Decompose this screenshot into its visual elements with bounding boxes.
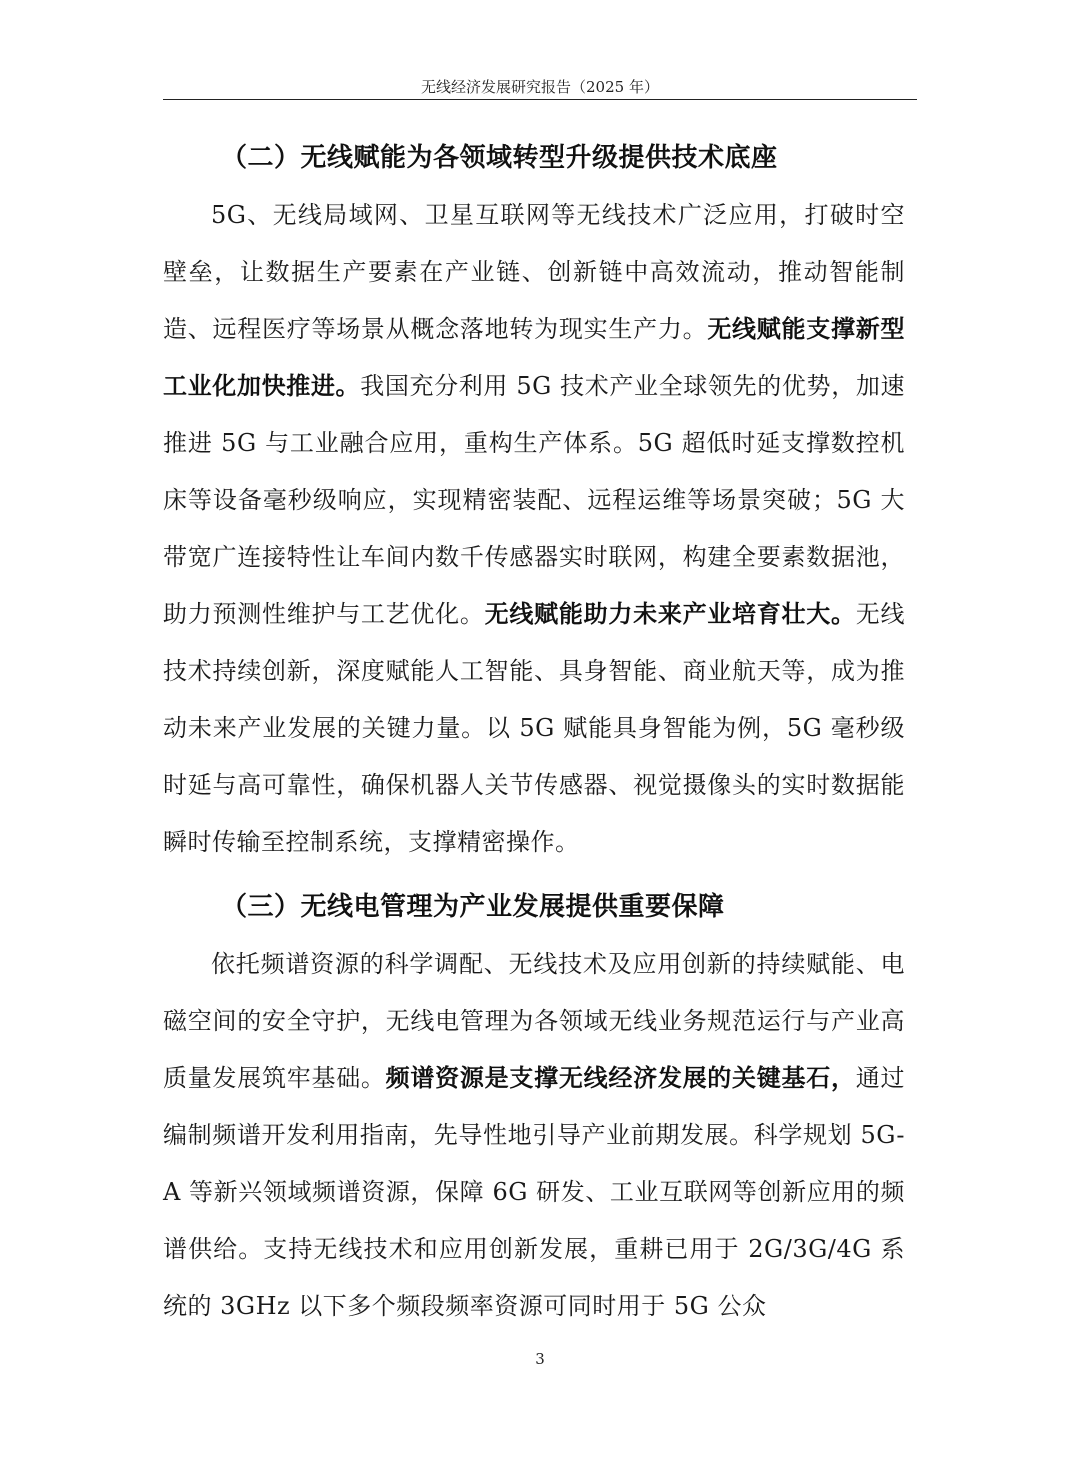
document-body bbox=[163, 130, 905, 1335]
body-paragraph-section-2 bbox=[163, 187, 905, 871]
body-paragraph-section-3 bbox=[163, 936, 905, 1335]
emphasized-text: 无线赋能助力未来产业培育壮大。 bbox=[484, 600, 856, 628]
header-divider bbox=[163, 99, 917, 100]
paragraph-text: 无线技术持续创新，深度赋能人工智能、具身智能、商业航天等，成为推动未来产业发展的关键力量。以 5G 赋能具身智能为例，5G 毫秒级时延与高可靠性，确保机器人关节传感器、视觉摄像头的实时数据能瞬时传输至控制系统，支撑精密操作。 bbox=[163, 600, 906, 856]
section-heading-2: （二）无线赋能为各领域转型升级提供技术底座 bbox=[221, 143, 778, 173]
emphasized-text: 无线赋能支撑新型工业化加快推进。 bbox=[163, 315, 906, 400]
paragraph-text: 通过编制频谱开发利用指南，先导性地引导产业前期发展。科学规划 5G-A 等新兴领域频谱资源，保障 6G 研发、工业互联网等创新应用的频谱供给。支持无线技术和应用创新发展，重耕已用于 2G/3G/4G 系统的 3GHz 以下多个频段频率资源可同时用于 5G 公众 bbox=[163, 1064, 906, 1320]
running-header: 无线经济发展研究报告（2025 年） bbox=[421, 78, 659, 96]
emphasized-text: 频谱资源是支撑无线经济发展的关键基石， bbox=[385, 1064, 856, 1092]
paragraph-text: 依托频谱资源的科学调配、无线技术及应用创新的持续赋能、电磁空间的安全守护，无线电管理为各领域无线业务规范运行与产业高质量发展筑牢基础。 bbox=[163, 950, 905, 1092]
page-number: 3 bbox=[535, 1350, 545, 1368]
section-heading-3: （三）无线电管理为产业发展提供重要保障 bbox=[221, 892, 725, 922]
paragraph-text: 5G、无线局域网、卫星互联网等无线技术广泛应用，打破时空壁垒，让数据生产要素在产业链、创新链中高效流动，推动智能制造、远程医疗等场景从概念落地转为现实生产力。 bbox=[163, 201, 905, 343]
paragraph-text: 我国充分利用 5G 技术产业全球领先的优势，加速推进 5G 与工业融合应用，重构生产体系。5G 超低时延支撑数控机床等设备毫秒级响应，实现精密装配、远程运维等场景突破；5G 大带宽广连接特性让车间内数千传感器实时联网，构建全要素数据池，助力预测性维护与工艺优化。 bbox=[163, 372, 905, 628]
